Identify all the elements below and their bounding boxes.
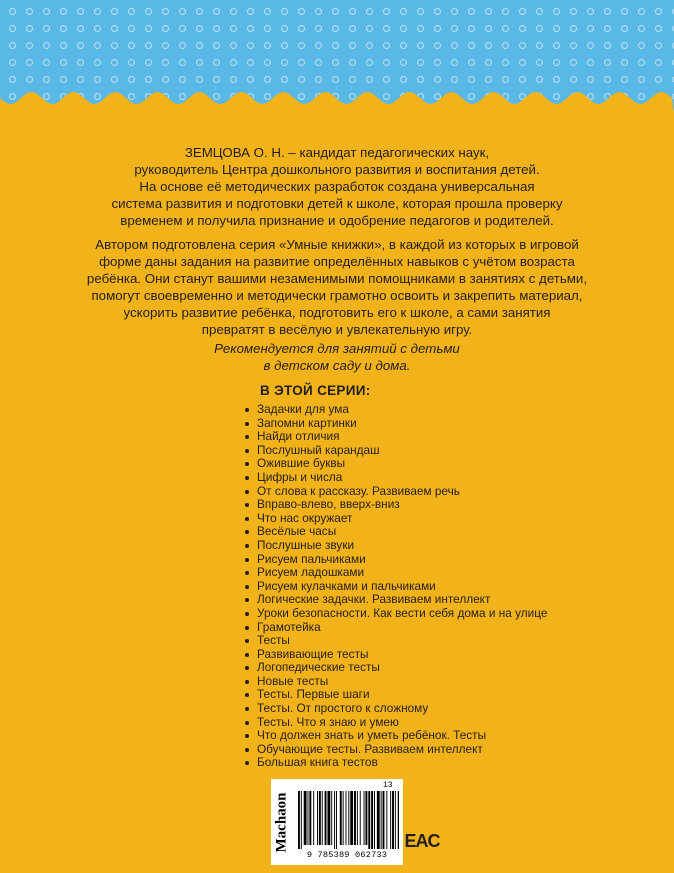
series-item: Весёлые часы xyxy=(244,525,547,539)
series-item: Логопедические тесты xyxy=(244,661,547,675)
series-item: Новые тесты xyxy=(244,675,547,689)
price-code: 13 xyxy=(383,781,393,790)
series-item: Ожившие буквы xyxy=(244,457,547,471)
series-description-paragraph xyxy=(60,236,614,338)
author-line: система развития и подготовки детей к школе, которая прошла проверку xyxy=(111,196,563,211)
series-item: Тесты. От простого к сложному xyxy=(244,702,547,716)
series-item: Развивающие тесты xyxy=(244,648,547,662)
author-line: временем и получила признание и одобрение педагогов и родителей. xyxy=(120,213,554,228)
series-item: Задачки для ума xyxy=(244,403,547,417)
series-item: Цифры и числа xyxy=(244,471,547,485)
series-item: Что нас окружает xyxy=(244,512,547,526)
series-item: Грамотейка xyxy=(244,621,547,635)
series-description-line: Автором подготовлена серия «Умные книжки», в каждой из которых в игровой xyxy=(95,237,579,252)
recommendation-note xyxy=(60,340,614,374)
recommendation-line: Рекомендуется для занятий с детьми xyxy=(214,341,460,356)
series-list xyxy=(244,403,547,770)
series-item: Найди отличия xyxy=(244,430,547,444)
series-description-line: ребёнка. Они станут вашими незаменимыми помощниками в занятиях с детьми, xyxy=(86,271,588,286)
series-item: Тесты. Что я знаю и умею xyxy=(244,716,547,730)
series-description-line: ускорить развитие ребёнка, подготовить его к школе, а сами занятия xyxy=(123,305,551,320)
series-item: От слова к рассказу. Развиваем речь xyxy=(244,485,547,499)
barcode-box xyxy=(271,779,403,865)
series-item: Послушный карандаш xyxy=(244,444,547,458)
series-title: В ЭТОЙ СЕРИИ: xyxy=(260,383,371,398)
series-description-line: помогут своевременно и методически грамотно освоить и закрепить материал, xyxy=(91,288,583,303)
series-item: Уроки безопасности. Как вести себя дома и на улице xyxy=(244,607,547,621)
series-description-line: превратят в весёлую и увлекательную игру. xyxy=(201,322,473,337)
barcode-bars-icon xyxy=(297,791,399,849)
wave-divider-icon xyxy=(0,76,674,116)
recommendation-line: в детском саду и дома. xyxy=(263,358,411,373)
author-line: На основе её методических разработок создана универсальная xyxy=(139,179,535,194)
series-item: Обучающие тесты. Развиваем интеллект xyxy=(244,743,547,757)
series-item: Запомни картинки xyxy=(244,417,547,431)
series-description-line: форме даны задания на развитие определённых навыков с учётом возраста xyxy=(99,254,575,269)
publisher-name: Machaon xyxy=(273,792,290,852)
publisher-logo xyxy=(271,779,293,865)
series-item: Большая книга тестов xyxy=(244,756,547,770)
series-item: Вправо-влево, вверх-вниз xyxy=(244,498,547,512)
author-paragraph xyxy=(60,144,614,229)
series-item: Тесты xyxy=(244,634,547,648)
series-item: Тесты. Первые шаги xyxy=(244,688,547,702)
author-line: руководитель Центра дошкольного развития и воспитания детей. xyxy=(134,162,540,177)
isbn-digits: 9 785389 062733 xyxy=(306,850,388,860)
series-item: Рисуем кулачками и пальчиками xyxy=(244,580,547,594)
author-line: ЗЕМЦОВА О. Н. – кандидат педагогических наук, xyxy=(184,145,490,160)
eac-certification-icon: ЕAC xyxy=(404,830,440,851)
series-item: Что должен знать и уметь ребёнок. Тесты xyxy=(244,729,547,743)
series-item: Послушные звуки xyxy=(244,539,547,553)
series-item: Логические задачки. Развиваем интеллект xyxy=(244,593,547,607)
series-item: Рисуем пальчиками xyxy=(244,553,547,567)
series-item: Рисуем ладошками xyxy=(244,566,547,580)
